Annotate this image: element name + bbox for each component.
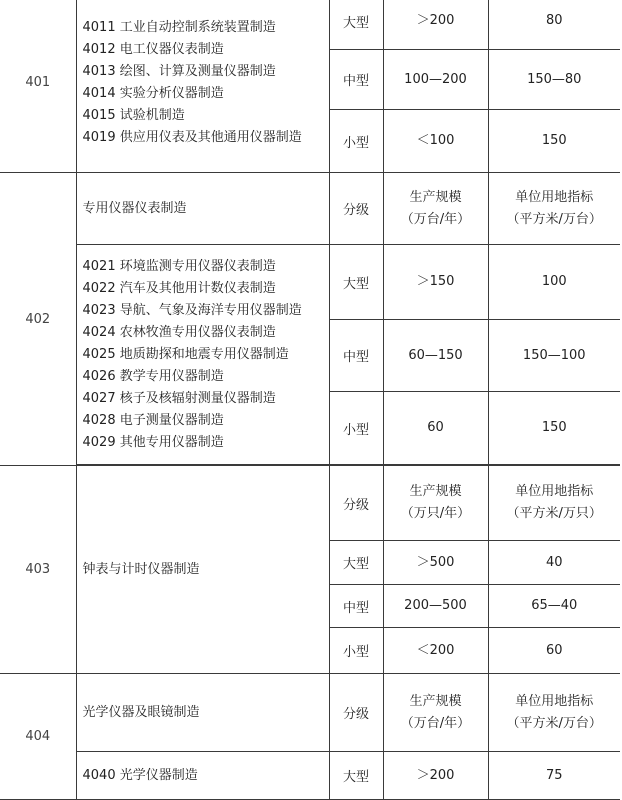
scale-header-title: 生产规模 <box>409 484 462 499</box>
grade-cell: 小型 <box>329 628 383 674</box>
land-index-header-unit: （平方米/万台） <box>506 715 602 731</box>
subcategory-list <box>76 245 329 465</box>
grade-cell: 小型 <box>329 110 383 173</box>
subcategory-item: 4012 电工仪器仪表制造 <box>82 41 224 57</box>
subcategory-item: 4025 地质勘探和地震专用仪器制造 <box>82 346 289 362</box>
grade-cell: 中型 <box>329 585 383 628</box>
land-index-cell: 75 <box>488 752 620 800</box>
scale-cell: ＞200 <box>383 0 488 50</box>
subcategory-item: 4027 核子及核辐射测量仪器制造 <box>82 390 276 406</box>
land-index-header-title: 单位用地指标 <box>515 189 594 205</box>
scale-header-title: 生产规模 <box>409 189 462 205</box>
land-index-header <box>488 173 620 245</box>
land-index-header <box>488 466 620 541</box>
scale-cell: 100—200 <box>383 50 488 110</box>
scale-cell: ＞200 <box>383 752 488 800</box>
subcategory-item: 4024 农林牧渔专用仪器仪表制造 <box>82 324 276 340</box>
land-index-cell: 150—100 <box>488 320 620 392</box>
table-row <box>0 674 620 752</box>
grade-cell: 大型 <box>329 752 383 800</box>
land-index-cell: 80 <box>488 0 620 50</box>
scale-cell: 200—500 <box>383 585 488 628</box>
scale-cell: ＞500 <box>383 541 488 585</box>
subcategory-item: 4028 电子测量仪器制造 <box>82 412 224 428</box>
table-row <box>0 245 620 320</box>
grade-cell: 大型 <box>329 0 383 50</box>
subcategory-item: 4022 汽车及其他用计数仪表制造 <box>82 280 276 296</box>
scale-header-unit: （万台/年） <box>400 211 471 227</box>
land-index-cell: 150 <box>488 110 620 173</box>
category-code: 401 <box>0 0 76 173</box>
scale-header-title: 生产规模 <box>409 693 462 709</box>
table-row <box>0 466 620 541</box>
land-index-header-title: 单位用地指标 <box>515 693 594 709</box>
category-name: 钟表与计时仪器制造 <box>76 466 329 674</box>
subcategory-item: 4019 供应用仪表及其他通用仪器制造 <box>82 129 302 145</box>
land-index-cell: 150—80 <box>488 50 620 110</box>
land-index-cell: 65—40 <box>488 585 620 628</box>
category-name: 光学仪器及眼镜制造 <box>76 674 329 752</box>
scale-header-unit: （万台/年） <box>400 715 471 731</box>
land-index-cell: 40 <box>488 541 620 585</box>
grade-cell: 小型 <box>329 392 383 465</box>
subcategory-item: 4040 光学仪器制造 <box>76 752 329 800</box>
subcategory-item: 4014 实验分析仪器制造 <box>82 85 224 101</box>
category-code: 404 <box>0 674 76 800</box>
grade-header: 分级 <box>329 173 383 245</box>
scale-cell: 60—150 <box>383 320 488 392</box>
scale-cell: 60 <box>383 392 488 465</box>
grade-cell: 中型 <box>329 320 383 392</box>
category-name: 专用仪器仪表制造 <box>76 173 329 245</box>
scale-cell: ＜200 <box>383 628 488 674</box>
grade-cell: 大型 <box>329 245 383 320</box>
land-index-cell: 60 <box>488 628 620 674</box>
table-row <box>0 752 620 800</box>
scale-header <box>383 466 488 541</box>
land-index-header-title: 单位用地指标 <box>515 484 594 499</box>
subcategory-item: 4011 工业自动控制系统装置制造 <box>82 19 276 35</box>
scale-cell: ＞150 <box>383 245 488 320</box>
land-index-cell: 100 <box>488 245 620 320</box>
subcategory-item: 4021 环境监测专用仪器仪表制造 <box>82 258 276 274</box>
land-index-header-unit: （平方米/万只） <box>506 506 602 521</box>
category-code: 402 <box>0 173 76 466</box>
land-index-header <box>488 674 620 752</box>
table-row <box>0 0 620 50</box>
grade-cell: 大型 <box>329 541 383 585</box>
scale-cell: ＜100 <box>383 110 488 173</box>
subcategory-item: 4029 其他专用仪器制造 <box>82 434 224 450</box>
subcategory-item: 4026 教学专用仪器制造 <box>82 368 224 384</box>
table-row <box>0 173 620 245</box>
subcategory-item: 4023 导航、气象及海洋专用仪器制造 <box>82 302 302 318</box>
scale-header <box>383 173 488 245</box>
subcategory-item: 4015 试验机制造 <box>82 107 185 123</box>
grade-header: 分级 <box>329 466 383 541</box>
land-index-header-unit: （平方米/万台） <box>506 211 602 227</box>
subcategory-list <box>76 0 329 173</box>
scale-header <box>383 674 488 752</box>
category-code: 403 <box>0 466 76 674</box>
scale-header-unit: （万只/年） <box>400 506 471 521</box>
grade-header: 分级 <box>329 674 383 752</box>
subcategory-item: 4013 绘图、计算及测量仪器制造 <box>82 63 276 79</box>
grade-cell: 中型 <box>329 50 383 110</box>
land-index-cell: 150 <box>488 392 620 465</box>
